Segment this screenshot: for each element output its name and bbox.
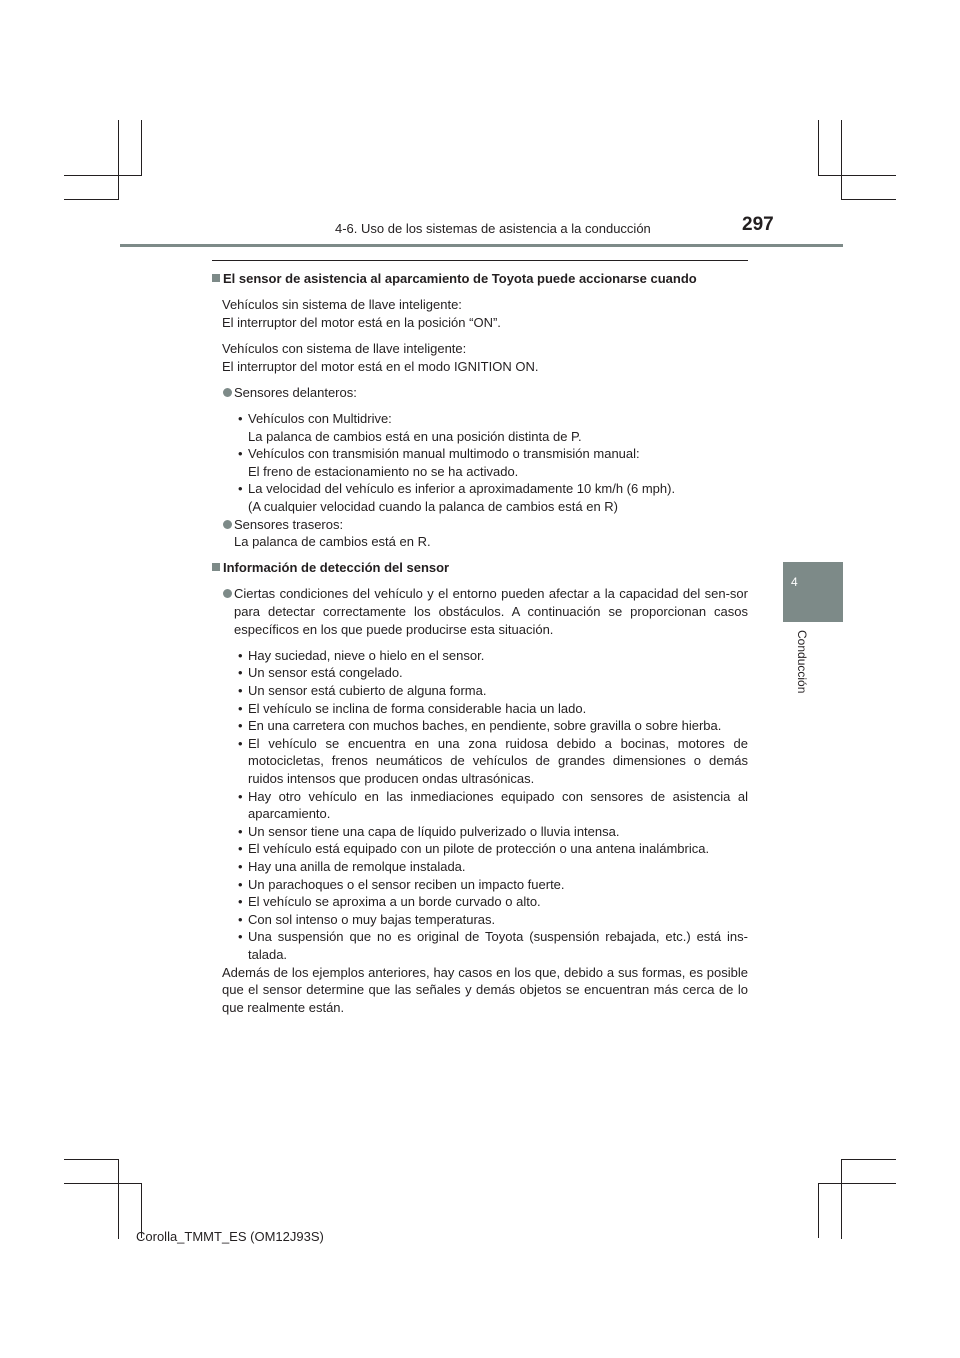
list-item-text: Un parachoques o el sensor reciben un impacto fuerte. — [248, 876, 565, 892]
document-id: Corolla_TMMT_ES (OM12J93S) — [136, 1229, 324, 1244]
crop-mark — [841, 199, 896, 200]
list-item: • Un sensor tiene una capa de líquido pulverizado o lluvia intensa. — [238, 823, 620, 839]
list-item: • El vehículo se inclina de forma considerable hacia un lado. — [238, 700, 587, 716]
list-item: • El vehículo se aproxima a un borde curvado o alto. — [238, 894, 541, 910]
list-item-text: El vehículo se inclina de forma considerable hacia un lado. — [248, 700, 587, 716]
list-item-text: El vehículo está equipado con un pilote de protección o una antena inalámbrica. — [248, 841, 710, 857]
list-item: • Vehículos con Multidrive: — [238, 410, 392, 426]
chapter-tab — [783, 562, 843, 622]
closing-paragraph: Además de los ejemplos anteriores, hay casos en los que, debido a sus formas, es posible que el sensor determine que las señales y demás objetos se encuentran más cerca de lo que realmente están. — [222, 964, 748, 1015]
paragraph-line: La palanca de cambios está en R. — [234, 534, 431, 550]
list-item-continuation: La palanca de cambios está en una posición distinta de P. — [248, 428, 582, 444]
list-item-text: La velocidad del vehículo es inferior a aproximadamente 10 km/h (6 mph). — [248, 481, 676, 497]
crop-mark — [841, 1159, 896, 1160]
list-item: • El vehículo se encuentra en una zona ruidosa debido a bocinas, motores de motocicletas, frenos neumáticos de vehículos de grandes dimensiones o demás ruidos intensos que producen ondas ultrasónicas. — [238, 735, 748, 786]
crop-mark — [118, 1159, 119, 1239]
crop-mark — [841, 120, 842, 200]
chapter-label: Conducción — [795, 630, 809, 694]
list-item: • Vehículos con transmisión manual multimodo o transmisión manual: — [238, 446, 640, 462]
paragraph-line: El interruptor del motor está en la posición “ON”. — [222, 314, 501, 330]
page-content — [212, 270, 748, 1016]
bullet-rear-sensors: Sensores traseros: — [212, 516, 748, 534]
list-item-text: Una suspensión que no es original de Toyota (suspensión rebajada, etc.) está ins-talada. — [248, 929, 748, 962]
crop-mark — [64, 199, 119, 200]
list-item-text: Un sensor está congelado. — [248, 665, 403, 681]
list-item: • El vehículo está equipado con un pilote de protección o una antena inalámbrica. — [238, 841, 710, 857]
crop-mark — [141, 120, 142, 175]
page-number: 297 — [742, 214, 774, 235]
paragraph-line: Vehículos sin sistema de llave inteligente: — [222, 297, 462, 313]
crop-mark — [64, 1183, 142, 1184]
list-item-text: Vehículos con transmisión manual multimodo o transmisión manual: — [248, 446, 640, 462]
list-item-text: Un sensor tiene una capa de líquido pulverizado o lluvia intensa. — [248, 823, 620, 839]
list-item-text: Vehículos con Multidrive: — [248, 410, 392, 426]
bullet-front-sensors: Sensores delanteros: — [212, 384, 748, 402]
list-item: • Hay una anilla de remolque instalada. — [238, 858, 466, 874]
list-item-continuation: El freno de estacionamiento no se ha activado. — [248, 463, 519, 479]
crop-mark — [818, 1183, 819, 1238]
section-heading: El sensor de asistencia al aparcamiento de Toyota puede accionarse cuando — [212, 270, 748, 288]
list-item: • Con sol intenso o muy bajas temperaturas. — [238, 911, 496, 927]
list-item: • Una suspensión que no es original de Toyota (suspensión rebajada, etc.) está ins-talada. — [238, 929, 748, 962]
list-item: • Un sensor está cubierto de alguna forma. — [238, 683, 487, 699]
list-item-text: Hay una anilla de remolque instalada. — [248, 858, 466, 874]
list-item-text: Con sol intenso o muy bajas temperaturas. — [248, 911, 496, 927]
paragraph-line: El interruptor del motor está en el modo IGNITION ON. — [222, 358, 539, 374]
crop-mark — [818, 175, 896, 176]
header-rule — [120, 244, 843, 247]
list-item: • En una carretera con muchos baches, en pendiente, sobre gravilla o sobre hierba. — [238, 718, 722, 734]
crop-mark — [118, 120, 119, 200]
crop-mark — [841, 1159, 842, 1239]
list-item: • La velocidad del vehículo es inferior a aproximadamente 10 km/h (6 mph). — [238, 481, 676, 497]
list-item-text: El vehículo se aproxima a un borde curvado o alto. — [248, 894, 541, 910]
chapter-number: 4 — [791, 575, 798, 589]
list-item: • Un sensor está congelado. — [238, 665, 403, 681]
list-item: • Un parachoques o el sensor reciben un impacto fuerte. — [238, 876, 565, 892]
crop-mark — [64, 1159, 119, 1160]
crop-mark — [64, 175, 142, 176]
list-item: • Hay suciedad, nieve o hielo en el sensor. — [238, 647, 485, 663]
section-heading: Información de detección del sensor — [212, 559, 748, 577]
list-item-text: Hay suciedad, nieve o hielo en el sensor. — [248, 647, 485, 663]
crop-mark — [818, 120, 819, 175]
crop-mark — [818, 1183, 896, 1184]
list-item-text: El vehículo se encuentra en una zona ruidosa debido a bocinas, motores de motocicletas, frenos neumáticos de vehículos de grandes dimensiones o demás ruidos intensos que producen ondas ultrasónicas. — [248, 735, 748, 786]
paragraph-line: Vehículos con sistema de llave inteligente: — [222, 340, 467, 356]
list-item: • Hay otro vehículo en las inmediaciones equipado con sensores de asistencia al aparcamiento. — [238, 788, 748, 822]
list-item-continuation: (A cualquier velocidad cuando la palanca de cambios está en R) — [248, 498, 619, 514]
section-divider — [212, 260, 748, 261]
list-item-text: Hay otro vehículo en las inmediaciones equipado con sensores de asistencia al aparcamiento. — [248, 788, 748, 822]
list-item-text: En una carretera con muchos baches, en pendiente, sobre gravilla o sobre hierba. — [248, 718, 722, 734]
running-header: 4-6. Uso de los sistemas de asistencia a la conducción — [335, 221, 651, 236]
list-item-text: Un sensor está cubierto de alguna forma. — [248, 683, 487, 699]
bullet-intro: Ciertas condiciones del vehículo y el entorno pueden afectar a la capacidad del sen-sor para detectar correctamente los obstáculos. A continuación se proporcionan casos específicos en los que puede producirse esta situación. — [212, 585, 748, 638]
